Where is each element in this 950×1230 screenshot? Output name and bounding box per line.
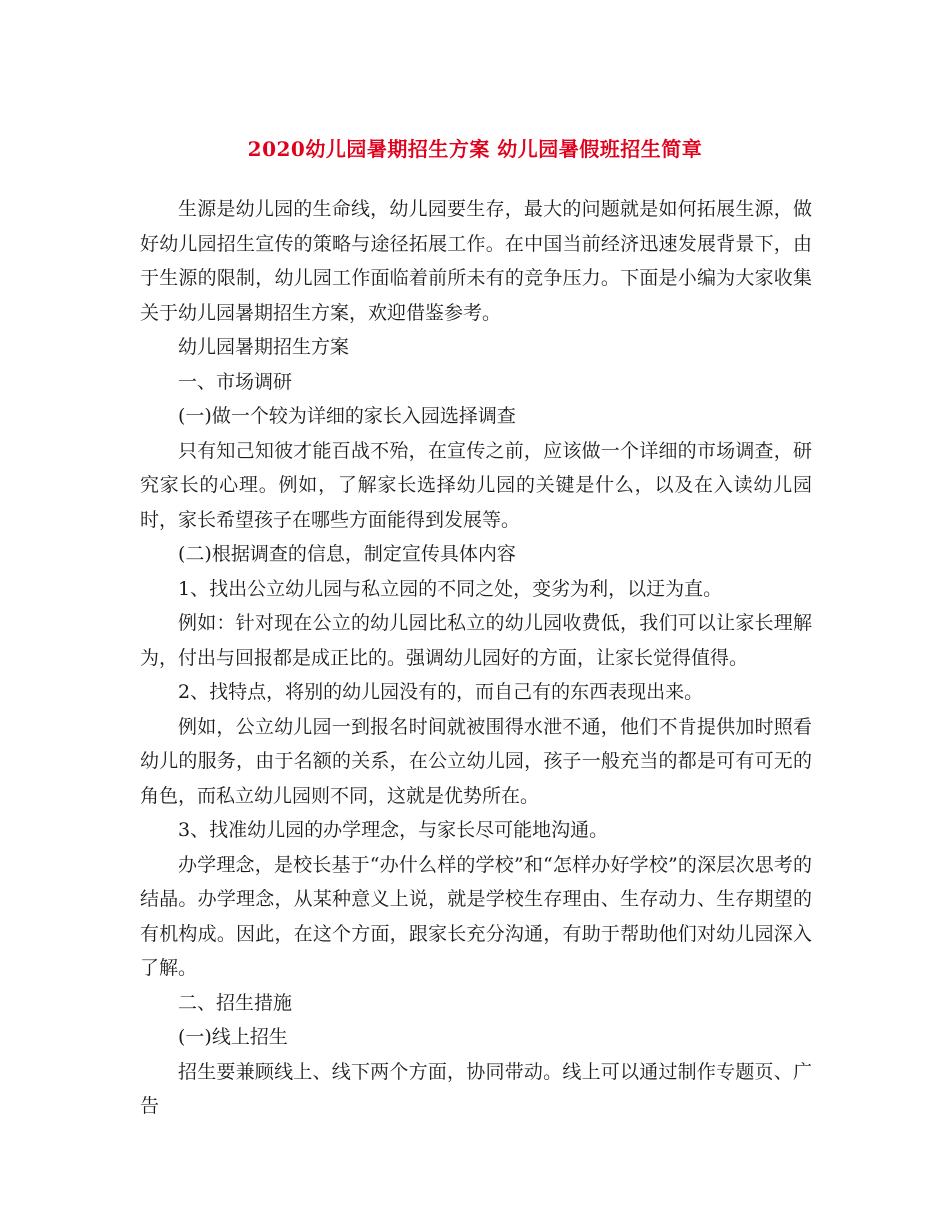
paragraph-intro: 生源是幼儿园的生命线，幼儿园要生存，最大的问题就是如何拓展生源，做好幼儿园招生宣传的策略与途径拓展工作。在中国当前经济迅速发展背景下，由于生源的限制，幼儿园工作面临着前所未有的竞争压力。下面是小编为大家收集关于幼儿园暑期招生方案，欢迎借鉴参考。: [140, 198, 812, 324]
subsection-heading: (一)线上招生: [178, 1026, 288, 1048]
list-item: 2、找特点，将别的幼儿园没有的，而自己有的东西表现出来。: [178, 681, 704, 703]
paragraph: 只有知己知彼才能百战不殆，在宣传之前，应该做一个详细的市场调查，研究家长的心理。例如，了解家长选择幼儿园的关键是什么，以及在入读幼儿园时，家长希望孩子在哪些方面能得到发展等。: [140, 439, 812, 531]
subsection-heading: (一)做一个较为详细的家长入园选择调查: [178, 405, 516, 427]
document-title: 2020幼儿园暑期招生方案 幼儿园暑假班招生简章: [247, 137, 703, 162]
paragraph: 例如：针对现在公立的幼儿园比私立的幼儿园收费低，我们可以让家长理解为，付出与回报都是成正比的。强调幼儿园好的方面，让家长觉得值得。: [140, 612, 812, 669]
list-item: 3、找准幼儿园的办学理念，与家长尽可能地沟通。: [178, 819, 609, 841]
section-heading: 一、市场调研: [178, 370, 293, 393]
section-heading: 二、招生措施: [178, 991, 293, 1014]
section-heading: 幼儿园暑期招生方案: [178, 336, 350, 358]
paragraph: 招生要兼顾线上、线下两个方面，协同带动。线上可以通过制作专题页、广告: [140, 1060, 812, 1117]
document-body: [140, 192, 812, 1124]
paragraph: 例如，公立幼儿园一到报名时间就被围得水泄不通，他们不肯提供加时照看幼儿的服务，由于名额的关系，在公立幼儿园，孩子一般充当的都是可有可无的角色，而私立幼儿园则不同，这就是优势所在。: [140, 715, 812, 807]
paragraph: 办学理念，是校长基于“办什么样的学校”和“怎样办好学校”的深层次思考的结晶。办学理念，从某种意义上说，就是学校生存理由、生存动力、生存期望的有机构成。因此，在这个方面，跟家长充分沟通，有助于帮助他们对幼儿园深入了解。: [140, 853, 812, 979]
list-item: 1、找出公立幼儿园与私立园的不同之处，变劣为利，以迂为直。: [178, 577, 723, 600]
subsection-heading: (二)根据调查的信息，制定宣传具体内容: [178, 543, 516, 565]
